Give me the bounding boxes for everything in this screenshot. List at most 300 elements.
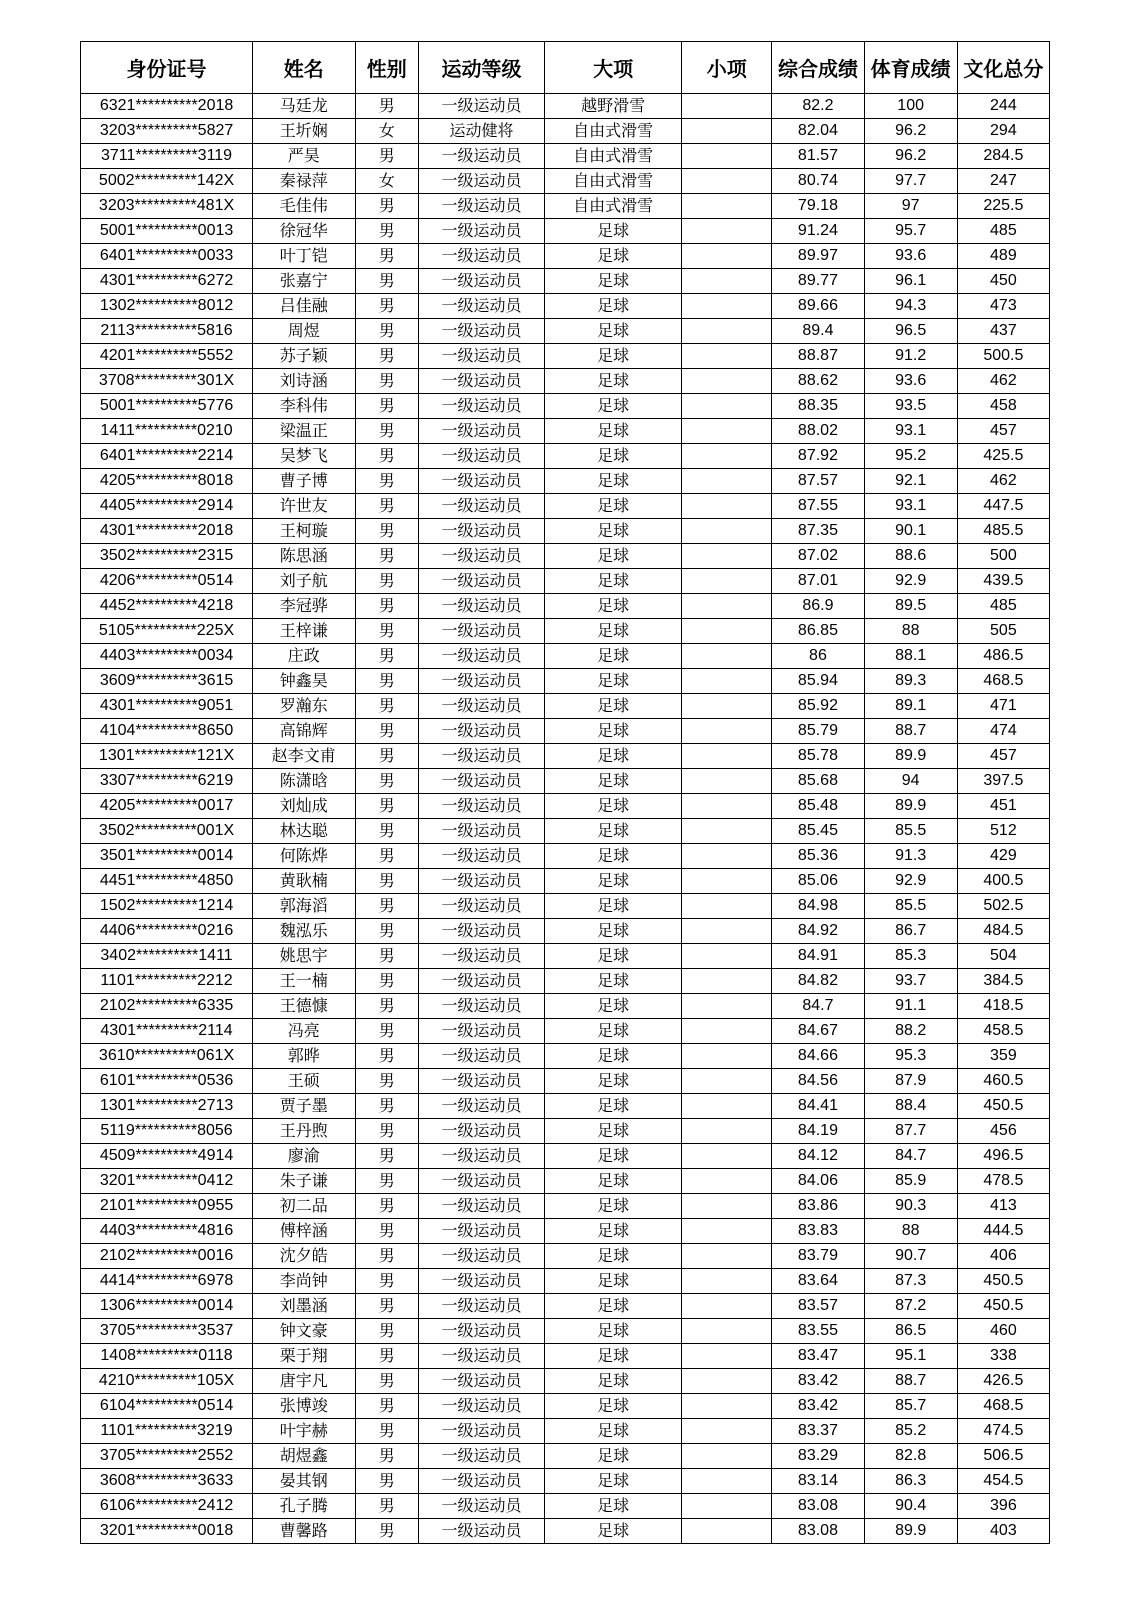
name-cell: 曹馨路	[253, 1519, 355, 1544]
gender-cell: 女	[355, 169, 419, 194]
major-event-cell: 越野滑雪	[544, 94, 681, 119]
id-number-cell: 3203**********481X	[81, 194, 253, 219]
sub-event-cell	[682, 169, 772, 194]
academic-total-cell: 384.5	[957, 969, 1049, 994]
gender-cell: 男	[355, 719, 419, 744]
gender-cell: 男	[355, 244, 419, 269]
sub-event-cell	[682, 669, 772, 694]
academic-total-cell: 474.5	[957, 1419, 1049, 1444]
table-row	[81, 1244, 1050, 1269]
athlete-level-cell: 一级运动员	[419, 669, 545, 694]
major-event-cell: 足球	[544, 1344, 681, 1369]
id-number-cell: 5001**********0013	[81, 219, 253, 244]
id-number-cell: 2113**********5816	[81, 319, 253, 344]
sports-score-cell: 92.9	[864, 569, 957, 594]
major-event-cell: 足球	[544, 1044, 681, 1069]
id-number-cell: 2102**********0016	[81, 1244, 253, 1269]
sub-event-cell	[682, 544, 772, 569]
sub-event-cell	[682, 1244, 772, 1269]
id-number-cell: 1408**********0118	[81, 1344, 253, 1369]
sub-event-cell	[682, 119, 772, 144]
name-cell: 王德慷	[253, 994, 355, 1019]
athlete-level-cell: 一级运动员	[419, 894, 545, 919]
overall-score-cell: 83.64	[772, 1269, 864, 1294]
sports-score-cell: 86.3	[864, 1469, 957, 1494]
sub-event-cell	[682, 1094, 772, 1119]
sub-event-cell	[682, 94, 772, 119]
sub-event-cell	[682, 1419, 772, 1444]
gender-cell: 男	[355, 819, 419, 844]
name-cell: 林达聪	[253, 819, 355, 844]
table-row	[81, 994, 1050, 1019]
sub-event-cell	[682, 919, 772, 944]
sports-score-cell: 96.2	[864, 144, 957, 169]
gender-cell: 男	[355, 944, 419, 969]
sub-event-cell	[682, 144, 772, 169]
athlete-level-cell: 一级运动员	[419, 469, 545, 494]
athlete-level-cell: 一级运动员	[419, 169, 545, 194]
academic-total-cell: 413	[957, 1194, 1049, 1219]
id-number-cell: 3708**********301X	[81, 369, 253, 394]
gender-cell: 男	[355, 1394, 419, 1419]
sports-score-cell: 96.5	[864, 319, 957, 344]
sports-score-cell: 82.8	[864, 1444, 957, 1469]
overall-score-cell: 86.85	[772, 619, 864, 644]
academic-total-cell: 506.5	[957, 1444, 1049, 1469]
academic-total-cell: 478.5	[957, 1169, 1049, 1194]
gender-cell: 男	[355, 1069, 419, 1094]
major-event-cell: 足球	[544, 644, 681, 669]
name-cell: 初二品	[253, 1194, 355, 1219]
athlete-level-cell: 一级运动员	[419, 1219, 545, 1244]
name-cell: 吴梦飞	[253, 444, 355, 469]
name-cell: 孔子腾	[253, 1494, 355, 1519]
id-number-cell: 5002**********142X	[81, 169, 253, 194]
id-number-cell: 5105**********225X	[81, 619, 253, 644]
major-event-cell: 足球	[544, 694, 681, 719]
overall-score-cell: 87.02	[772, 544, 864, 569]
athlete-level-cell: 一级运动员	[419, 419, 545, 444]
gender-cell: 男	[355, 1044, 419, 1069]
table-row	[81, 1194, 1050, 1219]
major-event-cell: 足球	[544, 244, 681, 269]
sports-score-cell: 88.4	[864, 1094, 957, 1119]
header-name: 姓名	[253, 42, 355, 94]
name-cell: 晏其钢	[253, 1469, 355, 1494]
table-row	[81, 194, 1050, 219]
table-row	[81, 1094, 1050, 1119]
header-athlete-level: 运动等级	[419, 42, 545, 94]
table-row	[81, 394, 1050, 419]
table-row	[81, 719, 1050, 744]
table-row	[81, 294, 1050, 319]
athlete-level-cell: 一级运动员	[419, 544, 545, 569]
sports-score-cell: 89.3	[864, 669, 957, 694]
table-row	[81, 969, 1050, 994]
id-number-cell: 3501**********0014	[81, 844, 253, 869]
table-row	[81, 744, 1050, 769]
sports-score-cell: 95.3	[864, 1044, 957, 1069]
academic-total-cell: 458.5	[957, 1019, 1049, 1044]
header-major-event: 大项	[544, 42, 681, 94]
table-row	[81, 1419, 1050, 1444]
major-event-cell: 足球	[544, 494, 681, 519]
sub-event-cell	[682, 419, 772, 444]
sports-score-cell: 93.6	[864, 369, 957, 394]
table-row	[81, 894, 1050, 919]
table-row	[81, 594, 1050, 619]
gender-cell: 男	[355, 969, 419, 994]
sub-event-cell	[682, 619, 772, 644]
athlete-level-cell: 一级运动员	[419, 294, 545, 319]
name-cell: 钟文豪	[253, 1319, 355, 1344]
gender-cell: 男	[355, 94, 419, 119]
major-event-cell: 足球	[544, 1294, 681, 1319]
sub-event-cell	[682, 694, 772, 719]
athlete-level-cell: 一级运动员	[419, 744, 545, 769]
id-number-cell: 6106**********2412	[81, 1494, 253, 1519]
gender-cell: 男	[355, 1344, 419, 1369]
academic-total-cell: 500	[957, 544, 1049, 569]
table-row	[81, 619, 1050, 644]
major-event-cell: 足球	[544, 919, 681, 944]
table-row	[81, 1344, 1050, 1369]
overall-score-cell: 85.79	[772, 719, 864, 744]
academic-total-cell: 451	[957, 794, 1049, 819]
id-number-cell: 3502**********2315	[81, 544, 253, 569]
academic-total-cell: 486.5	[957, 644, 1049, 669]
header-row	[81, 42, 1050, 94]
sub-event-cell	[682, 219, 772, 244]
gender-cell: 男	[355, 894, 419, 919]
major-event-cell: 足球	[544, 1119, 681, 1144]
academic-total-cell: 512	[957, 819, 1049, 844]
table-row	[81, 794, 1050, 819]
gender-cell: 男	[355, 294, 419, 319]
name-cell: 曹子博	[253, 469, 355, 494]
major-event-cell: 足球	[544, 744, 681, 769]
major-event-cell: 足球	[544, 1469, 681, 1494]
sub-event-cell	[682, 719, 772, 744]
sub-event-cell	[682, 1144, 772, 1169]
athlete-level-cell: 一级运动员	[419, 619, 545, 644]
sports-score-cell: 88.7	[864, 1369, 957, 1394]
gender-cell: 男	[355, 1469, 419, 1494]
table-row	[81, 819, 1050, 844]
major-event-cell: 足球	[544, 594, 681, 619]
sports-score-cell: 89.9	[864, 794, 957, 819]
major-event-cell: 足球	[544, 319, 681, 344]
academic-total-cell: 462	[957, 369, 1049, 394]
name-cell: 秦禄萍	[253, 169, 355, 194]
id-number-cell: 1301**********2713	[81, 1094, 253, 1119]
sub-event-cell	[682, 769, 772, 794]
academic-total-cell: 244	[957, 94, 1049, 119]
academic-total-cell: 444.5	[957, 1219, 1049, 1244]
overall-score-cell: 86	[772, 644, 864, 669]
athlete-level-cell: 一级运动员	[419, 1519, 545, 1544]
overall-score-cell: 83.83	[772, 1219, 864, 1244]
overall-score-cell: 83.47	[772, 1344, 864, 1369]
academic-total-cell: 447.5	[957, 494, 1049, 519]
name-cell: 刘灿成	[253, 794, 355, 819]
name-cell: 唐宇凡	[253, 1369, 355, 1394]
sports-score-cell: 95.1	[864, 1344, 957, 1369]
sports-score-cell: 88.6	[864, 544, 957, 569]
major-event-cell: 自由式滑雪	[544, 119, 681, 144]
id-number-cell: 6401**********0033	[81, 244, 253, 269]
id-number-cell: 6104**********0514	[81, 1394, 253, 1419]
id-number-cell: 4205**********8018	[81, 469, 253, 494]
sub-event-cell	[682, 1044, 772, 1069]
sub-event-cell	[682, 969, 772, 994]
academic-total-cell: 458	[957, 394, 1049, 419]
sports-score-cell: 88.1	[864, 644, 957, 669]
overall-score-cell: 84.91	[772, 944, 864, 969]
gender-cell: 男	[355, 1494, 419, 1519]
table-row	[81, 1494, 1050, 1519]
sports-score-cell: 90.4	[864, 1494, 957, 1519]
gender-cell: 男	[355, 694, 419, 719]
sports-score-cell: 93.5	[864, 394, 957, 419]
name-cell: 陈思涵	[253, 544, 355, 569]
athlete-level-cell: 一级运动员	[419, 394, 545, 419]
academic-total-cell: 474	[957, 719, 1049, 744]
athlete-level-cell: 一级运动员	[419, 644, 545, 669]
academic-total-cell: 496.5	[957, 1144, 1049, 1169]
sports-score-cell: 86.7	[864, 919, 957, 944]
athlete-level-cell: 一级运动员	[419, 769, 545, 794]
major-event-cell: 自由式滑雪	[544, 169, 681, 194]
major-event-cell: 自由式滑雪	[544, 194, 681, 219]
table-body	[81, 94, 1050, 1544]
name-cell: 沈夕皓	[253, 1244, 355, 1269]
sub-event-cell	[682, 1519, 772, 1544]
name-cell: 罗瀚东	[253, 694, 355, 719]
id-number-cell: 3608**********3633	[81, 1469, 253, 1494]
sports-score-cell: 87.9	[864, 1069, 957, 1094]
athlete-level-cell: 一级运动员	[419, 794, 545, 819]
major-event-cell: 足球	[544, 269, 681, 294]
athlete-level-cell: 一级运动员	[419, 994, 545, 1019]
id-number-cell: 4301**********2018	[81, 519, 253, 544]
gender-cell: 男	[355, 419, 419, 444]
name-cell: 贾子墨	[253, 1094, 355, 1119]
gender-cell: 男	[355, 1094, 419, 1119]
name-cell: 毛佳伟	[253, 194, 355, 219]
overall-score-cell: 83.08	[772, 1519, 864, 1544]
athlete-level-cell: 一级运动员	[419, 1169, 545, 1194]
athlete-level-cell: 一级运动员	[419, 1044, 545, 1069]
table-row	[81, 1319, 1050, 1344]
sports-score-cell: 89.9	[864, 744, 957, 769]
id-number-cell: 1101**********2212	[81, 969, 253, 994]
athlete-level-cell: 一级运动员	[419, 919, 545, 944]
overall-score-cell: 88.87	[772, 344, 864, 369]
sub-event-cell	[682, 1444, 772, 1469]
table-row	[81, 369, 1050, 394]
table-row	[81, 469, 1050, 494]
overall-score-cell: 85.45	[772, 819, 864, 844]
athlete-level-cell: 运动健将	[419, 119, 545, 144]
sub-event-cell	[682, 644, 772, 669]
gender-cell: 男	[355, 544, 419, 569]
academic-total-cell: 397.5	[957, 769, 1049, 794]
sub-event-cell	[682, 844, 772, 869]
sub-event-cell	[682, 494, 772, 519]
overall-score-cell: 87.01	[772, 569, 864, 594]
overall-score-cell: 91.24	[772, 219, 864, 244]
id-number-cell: 4451**********4850	[81, 869, 253, 894]
academic-total-cell: 338	[957, 1344, 1049, 1369]
gender-cell: 男	[355, 1519, 419, 1544]
gender-cell: 男	[355, 1169, 419, 1194]
major-event-cell: 足球	[544, 394, 681, 419]
academic-total-cell: 460.5	[957, 1069, 1049, 1094]
academic-total-cell: 403	[957, 1519, 1049, 1544]
overall-score-cell: 88.02	[772, 419, 864, 444]
gender-cell: 男	[355, 644, 419, 669]
overall-score-cell: 83.79	[772, 1244, 864, 1269]
overall-score-cell: 87.55	[772, 494, 864, 519]
sub-event-cell	[682, 794, 772, 819]
academic-total-cell: 502.5	[957, 894, 1049, 919]
athlete-level-cell: 一级运动员	[419, 944, 545, 969]
major-event-cell: 足球	[544, 219, 681, 244]
academic-total-cell: 418.5	[957, 994, 1049, 1019]
name-cell: 黄耿楠	[253, 869, 355, 894]
name-cell: 刘墨涵	[253, 1294, 355, 1319]
sports-score-cell: 85.3	[864, 944, 957, 969]
name-cell: 王圻娴	[253, 119, 355, 144]
academic-total-cell: 359	[957, 1044, 1049, 1069]
overall-score-cell: 87.57	[772, 469, 864, 494]
sub-event-cell	[682, 1294, 772, 1319]
gender-cell: 女	[355, 119, 419, 144]
major-event-cell: 足球	[544, 1519, 681, 1544]
major-event-cell: 足球	[544, 794, 681, 819]
sports-score-cell: 91.2	[864, 344, 957, 369]
table-row	[81, 1369, 1050, 1394]
sub-event-cell	[682, 394, 772, 419]
academic-total-cell: 396	[957, 1494, 1049, 1519]
academic-total-cell: 505	[957, 619, 1049, 644]
table-row	[81, 269, 1050, 294]
major-event-cell: 足球	[544, 619, 681, 644]
table-row	[81, 1219, 1050, 1244]
sub-event-cell	[682, 444, 772, 469]
athlete-level-cell: 一级运动员	[419, 1344, 545, 1369]
table-row	[81, 1019, 1050, 1044]
gender-cell: 男	[355, 1219, 419, 1244]
sub-event-cell	[682, 319, 772, 344]
major-event-cell: 足球	[544, 1219, 681, 1244]
academic-total-cell: 450.5	[957, 1094, 1049, 1119]
table-row	[81, 919, 1050, 944]
major-event-cell: 足球	[544, 519, 681, 544]
gender-cell: 男	[355, 1119, 419, 1144]
overall-score-cell: 84.12	[772, 1144, 864, 1169]
overall-score-cell: 84.82	[772, 969, 864, 994]
table-row	[81, 644, 1050, 669]
table-row	[81, 494, 1050, 519]
athlete-level-cell: 一级运动员	[419, 244, 545, 269]
sub-event-cell	[682, 269, 772, 294]
name-cell: 王一楠	[253, 969, 355, 994]
table-row	[81, 169, 1050, 194]
academic-total-cell: 471	[957, 694, 1049, 719]
sub-event-cell	[682, 519, 772, 544]
name-cell: 苏子颖	[253, 344, 355, 369]
id-number-cell: 6321**********2018	[81, 94, 253, 119]
major-event-cell: 足球	[544, 1244, 681, 1269]
athlete-level-cell: 一级运动员	[419, 494, 545, 519]
athlete-level-cell: 一级运动员	[419, 1319, 545, 1344]
overall-score-cell: 89.4	[772, 319, 864, 344]
overall-score-cell: 85.06	[772, 869, 864, 894]
athlete-level-cell: 一级运动员	[419, 194, 545, 219]
major-event-cell: 足球	[544, 1169, 681, 1194]
overall-score-cell: 89.66	[772, 294, 864, 319]
id-number-cell: 4205**********0017	[81, 794, 253, 819]
overall-score-cell: 83.08	[772, 1494, 864, 1519]
academic-total-cell: 406	[957, 1244, 1049, 1269]
table-row	[81, 344, 1050, 369]
name-cell: 王丹煦	[253, 1119, 355, 1144]
name-cell: 郭晔	[253, 1044, 355, 1069]
major-event-cell: 足球	[544, 869, 681, 894]
gender-cell: 男	[355, 1019, 419, 1044]
name-cell: 张嘉宁	[253, 269, 355, 294]
sub-event-cell	[682, 869, 772, 894]
gender-cell: 男	[355, 494, 419, 519]
id-number-cell: 3609**********3615	[81, 669, 253, 694]
academic-total-cell: 284.5	[957, 144, 1049, 169]
athlete-level-cell: 一级运动员	[419, 144, 545, 169]
table-row	[81, 244, 1050, 269]
sub-event-cell	[682, 1219, 772, 1244]
name-cell: 王柯璇	[253, 519, 355, 544]
table-row	[81, 119, 1050, 144]
id-number-cell: 3705**********3537	[81, 1319, 253, 1344]
sports-score-cell: 86.5	[864, 1319, 957, 1344]
table-row	[81, 444, 1050, 469]
name-cell: 何陈烨	[253, 844, 355, 869]
gender-cell: 男	[355, 919, 419, 944]
overall-score-cell: 84.66	[772, 1044, 864, 1069]
gender-cell: 男	[355, 744, 419, 769]
sub-event-cell	[682, 1319, 772, 1344]
academic-total-cell: 462	[957, 469, 1049, 494]
id-number-cell: 3201**********0412	[81, 1169, 253, 1194]
name-cell: 梁温正	[253, 419, 355, 444]
athlete-level-cell: 一级运动员	[419, 1494, 545, 1519]
id-number-cell: 3705**********2552	[81, 1444, 253, 1469]
sports-score-cell: 87.2	[864, 1294, 957, 1319]
athlete-level-cell: 一级运动员	[419, 694, 545, 719]
gender-cell: 男	[355, 469, 419, 494]
name-cell: 朱子谦	[253, 1169, 355, 1194]
table-row	[81, 1069, 1050, 1094]
table-row	[81, 1269, 1050, 1294]
athlete-level-cell: 一级运动员	[419, 1019, 545, 1044]
id-number-cell: 4301**********6272	[81, 269, 253, 294]
name-cell: 庄政	[253, 644, 355, 669]
major-event-cell: 足球	[544, 969, 681, 994]
major-event-cell: 足球	[544, 1319, 681, 1344]
sub-event-cell	[682, 1369, 772, 1394]
gender-cell: 男	[355, 194, 419, 219]
